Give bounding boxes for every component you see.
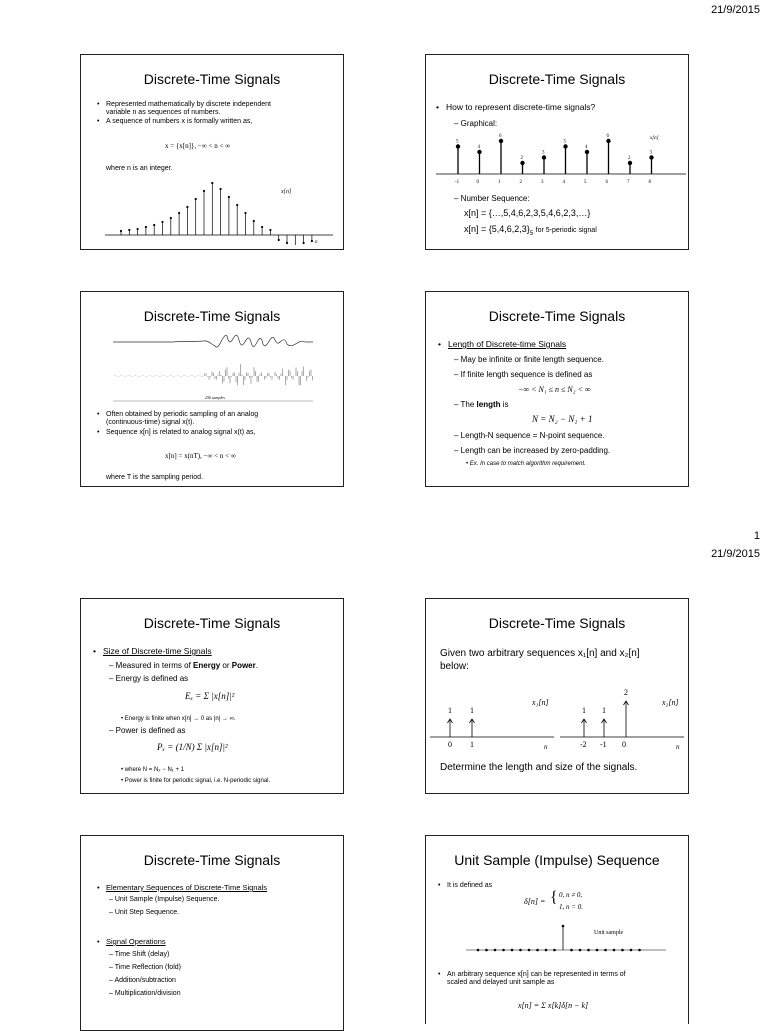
- slide-title: Discrete-Time Signals: [81, 308, 343, 324]
- value-label: 6: [499, 134, 502, 139]
- tick-label: 0: [622, 740, 626, 749]
- value-label: 2: [628, 156, 631, 161]
- x2-axis-n: n: [676, 743, 680, 751]
- case-line: 0, n ≠ 0,: [559, 891, 582, 900]
- sequence-text: x[n] = {…,5,4,6,2,3,5,4,6,2,3,…}: [464, 208, 590, 219]
- zero-sample-marker: [494, 949, 497, 952]
- sub-sub-text: • Power is finite for periodic signal, i.e. N-periodic signal.: [121, 776, 270, 787]
- value-label: 6: [607, 134, 610, 139]
- bullet-marker: •: [93, 646, 96, 657]
- zero-sample-marker: [596, 949, 599, 952]
- sample-marker: [161, 221, 163, 223]
- bullet-marker: •: [97, 938, 100, 947]
- tick-label: 1: [498, 180, 501, 185]
- stem-marker: [520, 161, 524, 165]
- bullet-text: Sequence x[n] is related to analog signal x(t) as,: [106, 429, 255, 438]
- axis-n: n: [315, 240, 318, 245]
- value-label: 5: [564, 140, 567, 145]
- sub-text: – Energy is defined as: [109, 673, 188, 684]
- stem-marker: [563, 144, 567, 148]
- unit-impulse-marker: [562, 925, 565, 928]
- sample-marker: [244, 212, 246, 214]
- value-label: 5: [456, 140, 459, 145]
- case-line: 1, n = 0.: [559, 903, 583, 912]
- bullet-text: Length of Discrete-time Signals: [448, 339, 566, 350]
- zero-sample-marker: [621, 949, 624, 952]
- bullet-marker: •: [97, 101, 99, 110]
- value-label: 1: [448, 706, 452, 715]
- inequality-formula: −∞ < N₁ ≤ n ≤ N₂ < ∞: [518, 384, 591, 395]
- sub-text: – Number Sequence:: [454, 193, 530, 204]
- sample-marker: [261, 226, 263, 228]
- zero-sample-marker: [638, 949, 641, 952]
- stem-marker: [456, 144, 460, 148]
- stem-marker: [499, 139, 503, 143]
- length-text: [454, 399, 509, 410]
- note-text: where T is the sampling period.: [106, 474, 203, 483]
- tick-label: 6: [606, 180, 609, 185]
- sample-marker: [203, 190, 205, 192]
- sample-marker: [311, 240, 313, 242]
- stem-marker: [649, 155, 653, 159]
- value-label: 4: [478, 145, 481, 150]
- sample-marker: [178, 212, 180, 214]
- sub-text: – Graphical:: [454, 118, 497, 129]
- slide-7: [80, 835, 344, 1031]
- analog-signal-curve: [113, 335, 313, 347]
- slide-8: [425, 835, 689, 1024]
- tick-label: 0: [448, 740, 452, 749]
- slide-3: [80, 291, 344, 487]
- zero-sample-marker: [485, 949, 488, 952]
- sub-sub-text: • Ex. In case to match algorithm requirement.: [466, 459, 586, 470]
- value-label: 1: [602, 706, 606, 715]
- tick-label: -1: [600, 740, 607, 749]
- stem-chart: [436, 131, 686, 187]
- sequence-note: for 5-periodic signal: [536, 227, 597, 234]
- x1-axis-n: n: [544, 743, 548, 751]
- bullet-text: It is defined as: [447, 882, 492, 891]
- sub-text: – Unit Sample (Impulse) Sequence.: [109, 896, 220, 905]
- sub-text: – If finite length sequence is defined as: [454, 369, 592, 380]
- slide-title: Discrete-Time Signals: [426, 615, 688, 631]
- tick-label: 4: [563, 180, 566, 185]
- zero-sample-marker: [511, 949, 514, 952]
- text-part: or: [220, 661, 232, 670]
- bullet-text: A sequence of numbers x is formally written as,: [106, 118, 252, 127]
- zero-sample-marker: [630, 949, 633, 952]
- note-text: where n is an integer.: [106, 165, 173, 174]
- bullet-text: variable n as sequences of numbers.: [106, 109, 220, 118]
- sample-marker: [286, 242, 288, 244]
- bullet-marker: •: [438, 339, 441, 350]
- bullet-text: Often obtained by periodic sampling of an analog: [106, 411, 258, 420]
- sample-marker: [303, 242, 305, 244]
- text-bold: Power: [232, 661, 256, 670]
- zero-sample-marker: [502, 949, 505, 952]
- text-part: is: [501, 400, 509, 409]
- sub-text: – Length-N sequence = N-point sequence.: [454, 430, 605, 441]
- sample-marker: [170, 217, 172, 219]
- tick-label: 1: [470, 740, 474, 749]
- sample-marker: [137, 228, 139, 230]
- sub-text: – Length can be increased by zero-padding.: [454, 445, 610, 456]
- zero-sample-marker: [613, 949, 616, 952]
- slide-title: Discrete-Time Signals: [426, 308, 688, 324]
- bullet-marker: •: [436, 102, 439, 113]
- zero-sample-marker: [579, 949, 582, 952]
- slide-2: [425, 54, 689, 250]
- sample-marker: [228, 196, 230, 198]
- slide-title: Discrete-Time Signals: [81, 615, 343, 631]
- sequence-text: x[n] = {5,4,6,2,3}: [464, 224, 530, 234]
- x-label: x[n]: [280, 189, 292, 195]
- x2-label: x₂[n]: [661, 698, 679, 707]
- zero-sample-marker: [519, 949, 522, 952]
- page-number: 1: [754, 530, 760, 542]
- sub-text: – Multiplication/division: [109, 990, 181, 999]
- slide-title: Discrete-Time Signals: [81, 852, 343, 868]
- text-part: – Measured in terms of: [109, 661, 193, 670]
- sample-marker: [128, 229, 130, 231]
- zero-sample-marker: [604, 949, 607, 952]
- tick-label: 3: [541, 180, 544, 185]
- tick-label: 8: [649, 180, 652, 185]
- power-formula: Pₓ = (1/N) Σ |x[n]|²: [157, 742, 228, 753]
- slide-title: Discrete-Time Signals: [81, 71, 343, 87]
- sub-text: – Addition/subtraction: [109, 977, 176, 986]
- tick-label: -1: [455, 180, 460, 185]
- intro-text: below:: [440, 660, 469, 673]
- stem-marker: [628, 161, 632, 165]
- slide-5: [80, 598, 344, 794]
- sub-sub-text: • Energy is finite when x[n] → 0 as |n| → ∞.: [121, 714, 236, 725]
- slide-1: [80, 54, 344, 250]
- value-label: 2: [521, 156, 524, 161]
- sample-marker: [253, 220, 255, 222]
- sample-marker: [145, 226, 147, 228]
- delta-lhs: δ[n] =: [524, 898, 545, 907]
- unit-sample-plot: [466, 920, 666, 960]
- zero-sample-marker: [570, 949, 573, 952]
- sub-text: – May be infinite or finite length sequence.: [454, 354, 604, 365]
- value-label: 3: [542, 151, 545, 156]
- sub-text: – Time Shift (delay): [109, 951, 169, 960]
- value-label: 1: [470, 706, 474, 715]
- bullet-marker: •: [97, 118, 99, 127]
- text-part: .: [256, 661, 258, 670]
- text-bold: Energy: [193, 661, 220, 670]
- sub-sub-text: • where N = N₂ − N₁ + 1: [121, 765, 184, 776]
- speech-waveform: [113, 322, 313, 404]
- sum-formula: x[n] = Σ x[k]δ[n − k]: [518, 1002, 588, 1011]
- stem-marker: [606, 139, 610, 143]
- length-formula: N = N₂ − N₁ + 1: [532, 414, 593, 425]
- bullet-text: scaled and delayed unit sample as: [447, 979, 554, 988]
- x1-label: x₁[n]: [531, 698, 549, 707]
- value-label: 4: [585, 145, 588, 150]
- bullet-text: An arbitrary sequence x[n] can be represented in terms of: [447, 971, 626, 980]
- sample-marker: [236, 204, 238, 206]
- series-label: x[n]: [649, 136, 659, 141]
- periodic-sequence: [464, 224, 597, 240]
- sample-marker: [186, 206, 188, 208]
- sample-marker: [269, 229, 271, 231]
- sample-marker: [278, 239, 280, 241]
- sample-marker: [120, 230, 122, 232]
- energy-formula: Eₓ = Σ |x[n]|²: [185, 691, 234, 702]
- stem-marker: [542, 155, 546, 159]
- unit-sample-label: Unit sample: [594, 930, 623, 936]
- sub-text: – Unit Step Sequence.: [109, 909, 179, 918]
- stem-marker: [585, 150, 589, 154]
- brace-symbol: {: [550, 888, 558, 908]
- slide-4: [425, 291, 689, 487]
- intro-text: Given two arbitrary sequences x₁[n] and x₂[n]: [440, 647, 640, 660]
- page-date-top: 21/9/2015: [711, 4, 760, 16]
- value-label: 3: [650, 151, 653, 156]
- bullet-marker: •: [438, 971, 440, 980]
- measure-text: [109, 660, 258, 671]
- page-date-mid: 21/9/2015: [711, 548, 760, 560]
- bullet-text: Signal Operations: [106, 938, 166, 947]
- tick-label: 7: [627, 180, 630, 185]
- sample-marker: [211, 182, 213, 184]
- tick-label: 5: [584, 180, 587, 185]
- bullet-text: Elementary Sequences of Discrete-Time Signals: [106, 884, 267, 893]
- scale-label: 256 samples: [205, 395, 225, 400]
- sample-marker: [220, 188, 222, 190]
- sample-marker: [153, 224, 155, 226]
- zero-sample-marker: [545, 949, 548, 952]
- sample-marker: [195, 198, 197, 200]
- stem-marker: [477, 150, 481, 154]
- sub-text: – Power is defined as: [109, 725, 186, 736]
- zero-sample-marker: [528, 949, 531, 952]
- bullet-marker: •: [438, 882, 440, 891]
- formula: x[n] = x(nT), −∞ < n < ∞: [165, 452, 236, 461]
- zero-sample-marker: [553, 949, 556, 952]
- bullet-marker: •: [97, 411, 99, 420]
- value-label: 2: [624, 688, 628, 697]
- question-text: Determine the length and size of the signals.: [440, 761, 637, 774]
- period-subscript: 5: [530, 231, 533, 237]
- zero-sample-marker: [477, 949, 480, 952]
- formula: x = {x[n]}, −∞ < n < ∞: [165, 142, 230, 151]
- bullet-text: (continuous-time) signal x(t).: [106, 419, 194, 428]
- sub-text: – Time Reflection (fold): [109, 964, 181, 973]
- bullet-text: Represented mathematically by discrete independent: [106, 101, 271, 110]
- bullet-text: How to represent discrete-time signals?: [446, 102, 595, 113]
- slide-title: Discrete-Time Signals: [426, 71, 688, 87]
- sequence-stem-plot: [105, 173, 339, 245]
- bullet-text: Size of Discrete-time Signals: [103, 646, 212, 657]
- tick-label: 2: [520, 180, 523, 185]
- tick-label: 0: [477, 180, 480, 185]
- zero-sample-marker: [536, 949, 539, 952]
- value-label: 1: [582, 706, 586, 715]
- bullet-marker: •: [97, 884, 100, 893]
- text-part: – The: [454, 400, 477, 409]
- text-bold: length: [477, 400, 501, 409]
- sequence-plots: [426, 679, 688, 755]
- bullet-marker: •: [97, 429, 99, 438]
- slide-title: Unit Sample (Impulse) Sequence: [426, 852, 688, 868]
- slide-6: [425, 598, 689, 794]
- zero-sample-marker: [587, 949, 590, 952]
- tick-label: -2: [580, 740, 587, 749]
